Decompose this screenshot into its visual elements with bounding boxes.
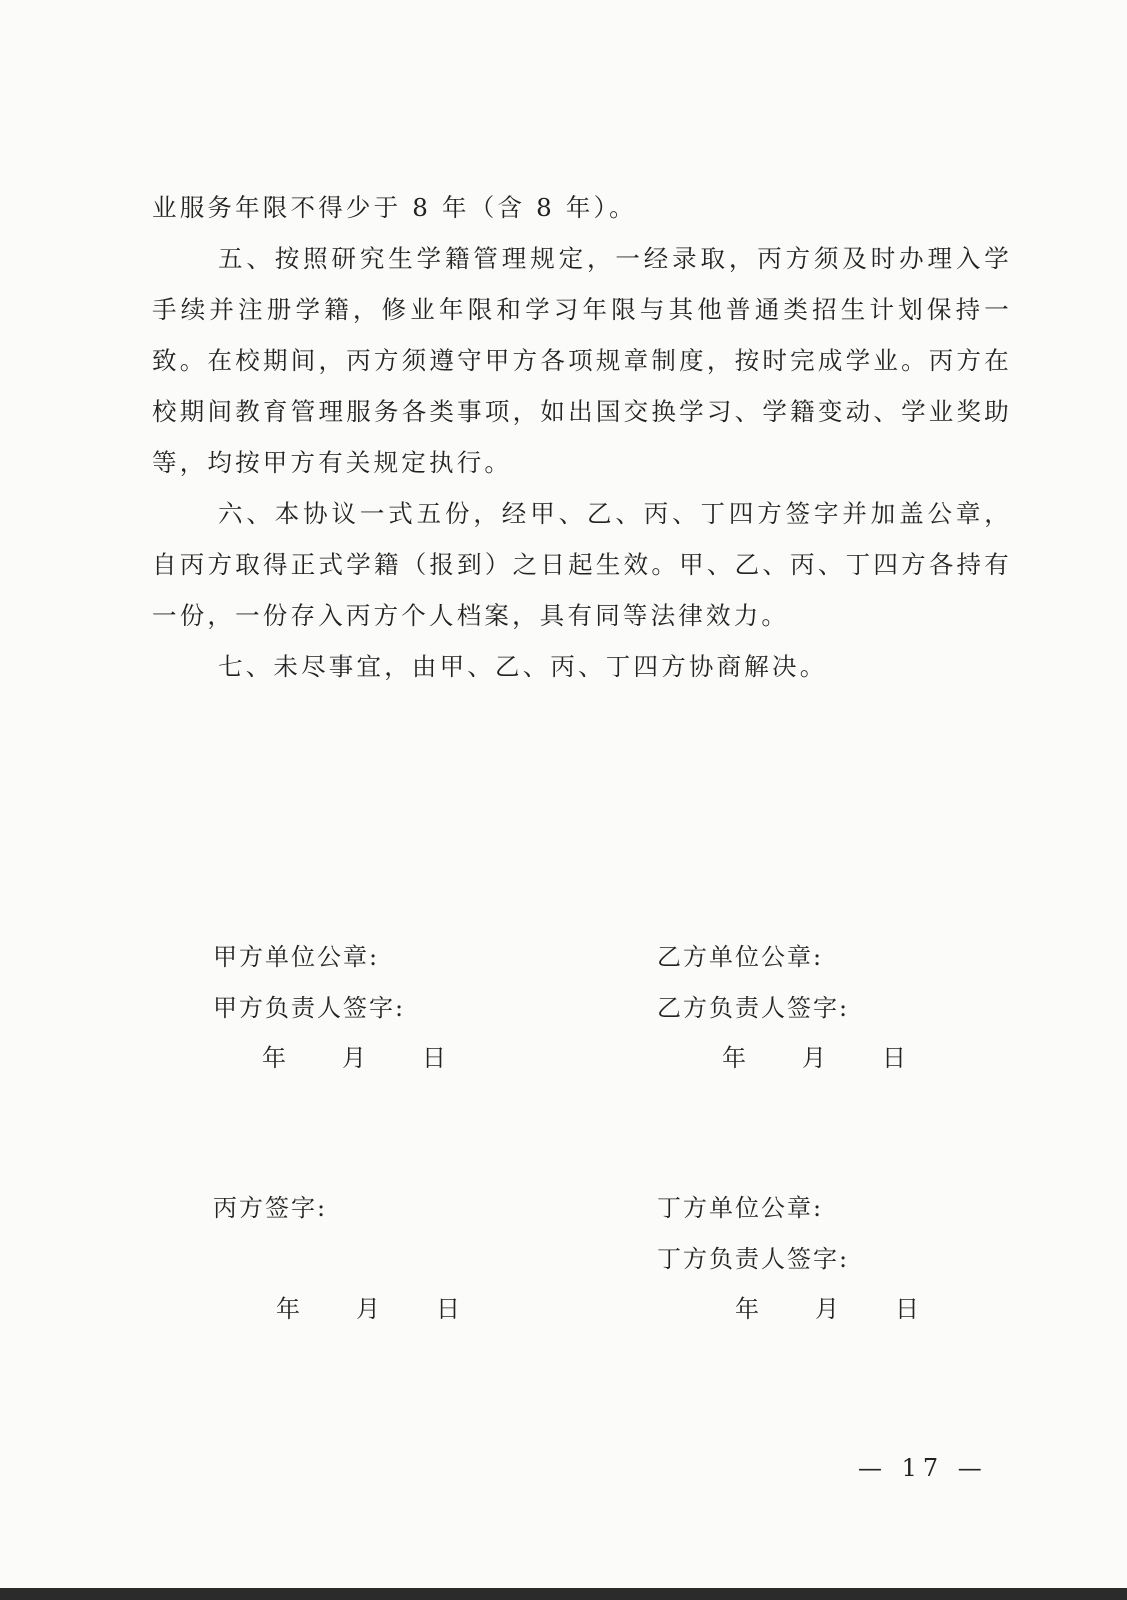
scan-edge-strip	[0, 1588, 1127, 1600]
date-year: 年	[722, 1044, 746, 1072]
agreement-body	[152, 182, 1012, 692]
paragraph-continuation: 业服务年限不得少于 8 年（含 8 年）。	[152, 193, 637, 222]
page-number: — 17 —	[858, 1454, 988, 1482]
date-year: 年	[735, 1295, 759, 1323]
date-month: 月	[802, 1044, 826, 1072]
party-d-seal-label: 丁方单位公章:	[657, 1194, 824, 1222]
date-day: 日	[422, 1044, 446, 1072]
date-day: 日	[436, 1295, 460, 1323]
party-a-signer-label: 甲方负责人签字:	[213, 994, 406, 1022]
paragraph-clause-6: 六、本协议一式五份，经甲、乙、丙、丁四方签字并加盖公章，自丙方取得正式学籍（报到）之日起生效。甲、乙、丙、丁四方各持有一份，一份存入丙方个人档案，具有同等法律效力。	[152, 499, 1012, 630]
date-year: 年	[262, 1044, 286, 1072]
date-month: 月	[342, 1044, 366, 1072]
party-b-seal-label: 乙方单位公章:	[657, 943, 824, 971]
party-c-signer-label: 丙方签字:	[213, 1194, 328, 1222]
paragraph-clause-5: 五、按照研究生学籍管理规定，一经录取，丙方须及时办理入学手续并注册学籍，修业年限和学习年限与其他普通类招生计划保持一致。在校期间，丙方须遵守甲方各项规章制度，按时完成学业。丙方在校期间教育管理服务各类事项，如出国交换学习、学籍变动、学业奖助等，均按甲方有关规定执行。	[152, 244, 1012, 477]
date-day: 日	[895, 1295, 919, 1323]
party-a-seal-label: 甲方单位公章:	[213, 943, 380, 971]
party-d-signer-label: 丁方负责人签字:	[657, 1245, 850, 1273]
party-b-signer-label: 乙方负责人签字:	[657, 994, 850, 1022]
date-month: 月	[356, 1295, 380, 1323]
date-month: 月	[815, 1295, 839, 1323]
date-year: 年	[276, 1295, 300, 1323]
date-day: 日	[882, 1044, 906, 1072]
paragraph-clause-7: 七、未尽事宜，由甲、乙、丙、丁四方协商解决。	[218, 652, 828, 681]
